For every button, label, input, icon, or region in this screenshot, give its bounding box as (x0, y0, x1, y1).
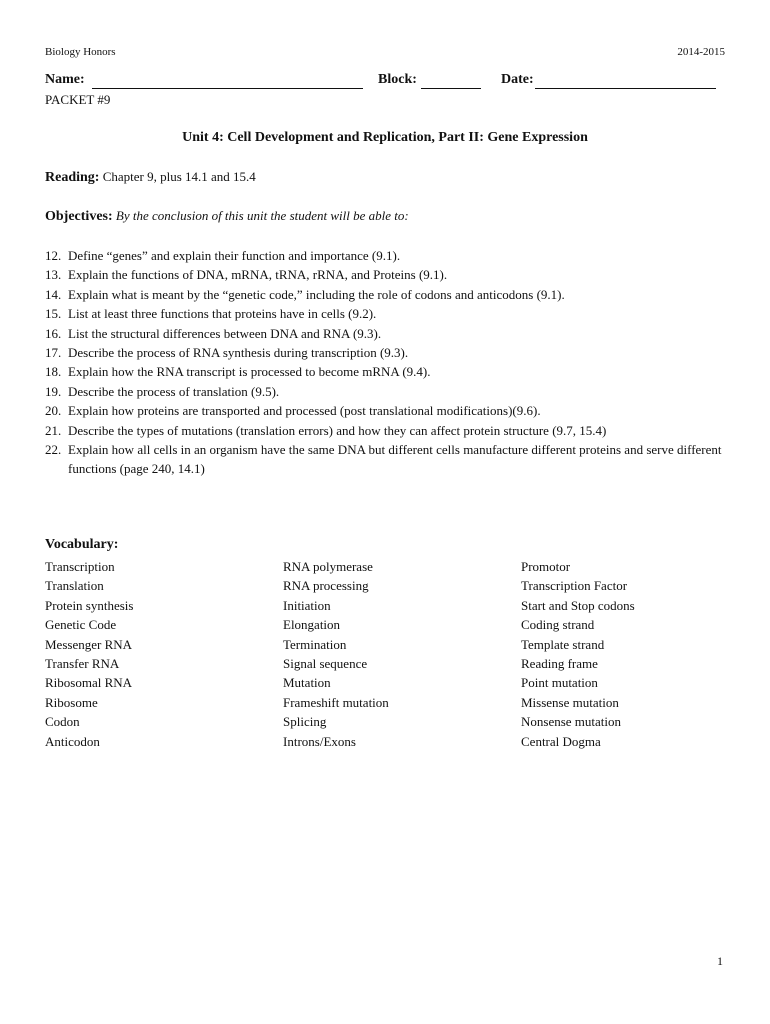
objective-text: Explain how the RNA transcript is processed to become mRNA (9.4). (68, 364, 431, 380)
vocab-term: Reading frame (521, 656, 598, 672)
page-number: 1 (717, 954, 723, 968)
vocab-term: Nonsense mutation (521, 714, 622, 730)
objective-number: 14. (45, 286, 62, 302)
vocab-term: Mutation (283, 675, 331, 691)
objective-text: Explain the functions of DNA, mRNA, tRNA, rRNA, and Proteins (9.1). (68, 267, 448, 283)
objective-text: Explain how all cells in an organism have the same DNA but different cells manufacture different proteins and serve different functions (page 240, 14.1) (68, 442, 722, 477)
vocab-term: Promotor (521, 559, 571, 574)
objective-item (45, 343, 735, 362)
objective-text: List the structural differences between DNA and RNA (9.3). (68, 325, 382, 341)
vocab-term: Codon (45, 714, 80, 730)
vocabulary-column-2 (283, 557, 389, 751)
vocab-term: Anticodon (45, 733, 100, 749)
objective-text: Define “genes” and explain their function and importance (9.1). (68, 248, 401, 263)
reading-text: Chapter 9, plus 14.1 and 15.4 (99, 169, 256, 184)
objective-text: Explain what is meant by the “genetic code,” including the role of codons and anticodons (9.1). (68, 286, 565, 302)
reading-label: Reading: (45, 170, 100, 185)
objective-text: Describe the process of translation (9.5). (68, 383, 280, 399)
vocab-term: Transfer RNA (45, 656, 120, 672)
vocab-term: Point mutation (521, 675, 598, 691)
objective-number: 12. (45, 248, 62, 263)
block-field-line[interactable] (421, 88, 481, 89)
objective-number: 17. (45, 345, 62, 361)
vocabulary-heading: Vocabulary: (45, 537, 119, 552)
objective-number: 16. (45, 325, 62, 341)
vocabulary-column-3 (521, 557, 635, 751)
objective-text: Describe the process of RNA synthesis during transcription (9.3). (68, 345, 409, 361)
objective-item (45, 440, 735, 479)
objective-number: 21. (45, 422, 62, 438)
objectives-line (45, 208, 409, 225)
date-label: Date: (501, 72, 534, 87)
objective-item (45, 421, 735, 440)
student-info-row (45, 72, 725, 92)
vocab-term: Central Dogma (521, 733, 601, 749)
vocab-term: Termination (283, 636, 347, 652)
vocab-term: Transcription Factor (521, 578, 628, 594)
vocab-term: Ribosomal RNA (45, 675, 133, 691)
objective-text: Explain how proteins are transported and processed (post translational modifications)(9.6). (68, 403, 541, 419)
vocab-term: Messenger RNA (45, 636, 133, 652)
objectives-intro: By the conclusion of this unit the student will be able to: (112, 208, 409, 223)
objective-item (45, 246, 735, 265)
objectives-list (45, 246, 735, 479)
objective-text: List at least three functions that proteins have in cells (9.2). (68, 306, 377, 322)
objective-number: 20. (45, 403, 62, 419)
vocabulary-column-1 (45, 557, 133, 751)
objective-item (45, 324, 735, 343)
vocab-term: RNA polymerase (283, 559, 373, 574)
vocab-term: Protein synthesis (45, 597, 134, 613)
objective-number: 18. (45, 364, 62, 380)
objective-item (45, 265, 735, 284)
vocab-term: Frameshift mutation (283, 694, 389, 710)
vocab-term: Transcription (45, 559, 115, 574)
objective-number: 19. (45, 383, 62, 399)
vocab-term: Signal sequence (283, 656, 368, 672)
objective-text: Describe the types of mutations (translation errors) and how they can affect protein structure (9.7, 15.4) (68, 422, 607, 438)
vocab-term: Ribosome (45, 694, 98, 710)
objective-number: 22. (45, 442, 62, 458)
objective-item (45, 304, 735, 323)
objective-number: 15. (45, 306, 62, 322)
vocab-term: Genetic Code (45, 617, 117, 633)
objective-item (45, 401, 735, 420)
block-label: Block: (378, 72, 417, 87)
packet-number: PACKET #9 (45, 92, 111, 107)
vocab-term: RNA processing (283, 578, 369, 594)
reading-line (45, 169, 256, 186)
vocab-term: Missense mutation (521, 694, 619, 710)
page-title: Unit 4: Cell Development and Replication, Part II: Gene Expression (182, 130, 588, 145)
objective-number: 13. (45, 267, 62, 283)
date-field-line[interactable] (535, 88, 716, 89)
objectives-label: Objectives: (45, 209, 113, 224)
vocab-term: Elongation (283, 617, 341, 633)
name-label: Name: (45, 72, 85, 87)
objective-item (45, 382, 735, 401)
vocab-term: Start and Stop codons (521, 597, 635, 613)
vocab-term: Template strand (521, 636, 605, 652)
course-name: Biology Honors (45, 46, 116, 58)
vocab-term: Introns/Exons (283, 733, 356, 749)
objective-item (45, 285, 735, 304)
vocab-term: Coding strand (521, 617, 595, 633)
school-year: 2014-2015 (677, 46, 725, 58)
vocab-term: Translation (45, 578, 104, 594)
objective-item (45, 362, 735, 381)
vocab-term: Splicing (283, 714, 327, 730)
vocab-term: Initiation (283, 597, 331, 613)
name-field-line[interactable] (92, 88, 363, 89)
